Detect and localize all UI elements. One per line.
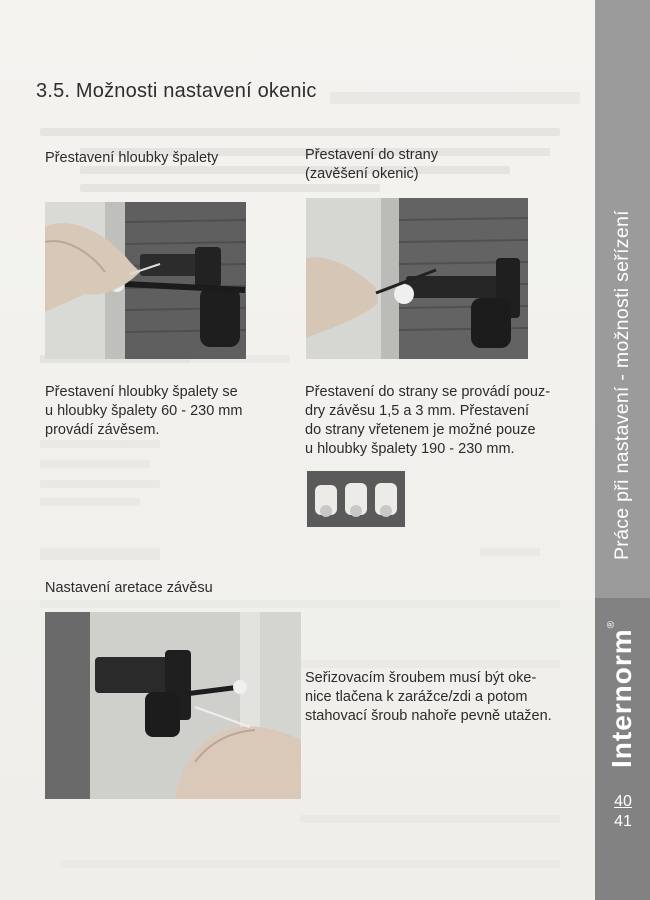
- photo-bushings: [307, 471, 405, 527]
- section-title: 3.5. Možnosti nastavení okenic: [36, 80, 317, 102]
- registered-mark: ®: [606, 619, 617, 629]
- caption-side-adjustment: Přestavení do strany se provádí pouz- dry závěsu 1,5 a 3 mm. Přestavení do strany vřetenem je možné pouze u hloubky špalety 190 - 230 mm.: [305, 384, 551, 457]
- photo-side-adjustment: [306, 198, 528, 359]
- heading-depth-adjustment: Přestavení hloubky špalety: [45, 150, 219, 166]
- photo-detent-setting: [45, 612, 301, 799]
- chapter-title: Práce při nastavení - možnosti seřízení: [611, 210, 633, 560]
- page-number-right: 41: [614, 813, 632, 830]
- caption-detent-setting: Seřizovacím šroubem musí být oke- nice tlačena k zarážce/zdi a potom stahovací šroub nahoře pevně utažen.: [305, 670, 552, 724]
- heading-detent-setting: Nastavení aretace závěsu: [45, 580, 213, 596]
- brand-name: Internorm®: [606, 619, 637, 768]
- photo-depth-adjustment: [45, 202, 246, 359]
- caption-depth-adjustment: Přestavení hloubky špalety se u hloubky špalety 60 - 230 mm provádí závěsem.: [45, 384, 243, 438]
- page-number-left: 40: [614, 793, 632, 810]
- heading-side-adjustment: Přestavení do strany (zavěšení okenic): [305, 147, 438, 182]
